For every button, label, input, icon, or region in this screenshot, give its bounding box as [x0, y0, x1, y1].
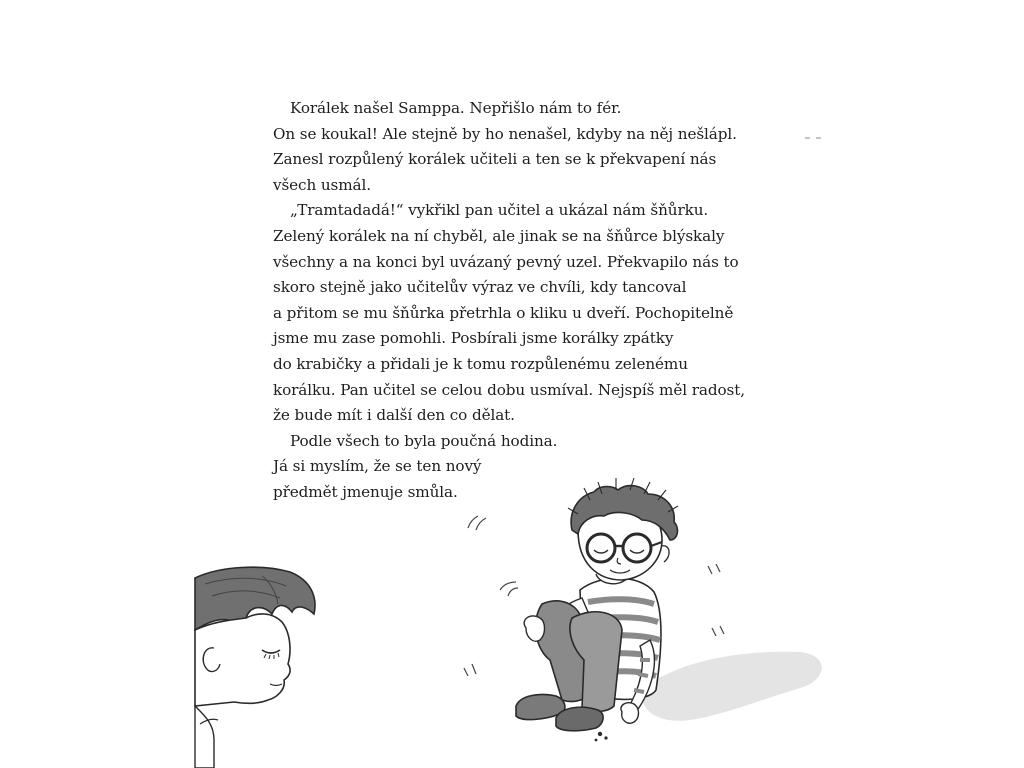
boy-head [568, 478, 678, 584]
text-line: do krabičky a přidali je k tomu rozpůlenému zelenému [273, 354, 688, 373]
text-line: a přitom se mu šňůrka přetrhla o kliku u dveří. Pochopitelně [273, 303, 734, 322]
text-line: On se koukal! Ale stejně by ho nenašel, kdyby na něj nešlápl. [273, 124, 737, 143]
text-line: „Tramtadadá!“ vykřikl pan učitel a ukázal nám šňůrku. [290, 201, 709, 220]
text-line: všech usmál. [273, 175, 371, 194]
boy-body [516, 578, 661, 741]
text-line: všechny a na konci byl uvázaný pevný uzel. Překvapilo nás to [273, 252, 739, 271]
text-line: Podle všech to byla poučná hodina. [290, 431, 558, 450]
boy-shadow [640, 652, 822, 721]
text-line: skoro stejně jako učitelův výraz ve chvíli, kdy tancoval [273, 278, 687, 297]
text-line: korálku. Pan učitel se celou dobu usmíval. Nejspíš měl radost, [273, 380, 745, 399]
text-line: Zelený korálek na ní chyběl, ale jinak se na šňůrce blýskaly [273, 226, 725, 245]
text-line: že bude mít i další den co dělat. [273, 406, 515, 425]
text-line: Zanesl rozpůlený korálek učiteli a ten se k překvapení nás [273, 150, 717, 169]
text-line: jsme mu zase pomohli. Posbírali jsme korálky zpátky [273, 329, 674, 348]
text-line: Já si myslím, že se ten nový [273, 457, 482, 476]
text-line: Korálek našel Samppa. Nepřišlo nám to fér. [290, 99, 622, 117]
text-line: předmět jmenuje smůla. [273, 482, 458, 501]
